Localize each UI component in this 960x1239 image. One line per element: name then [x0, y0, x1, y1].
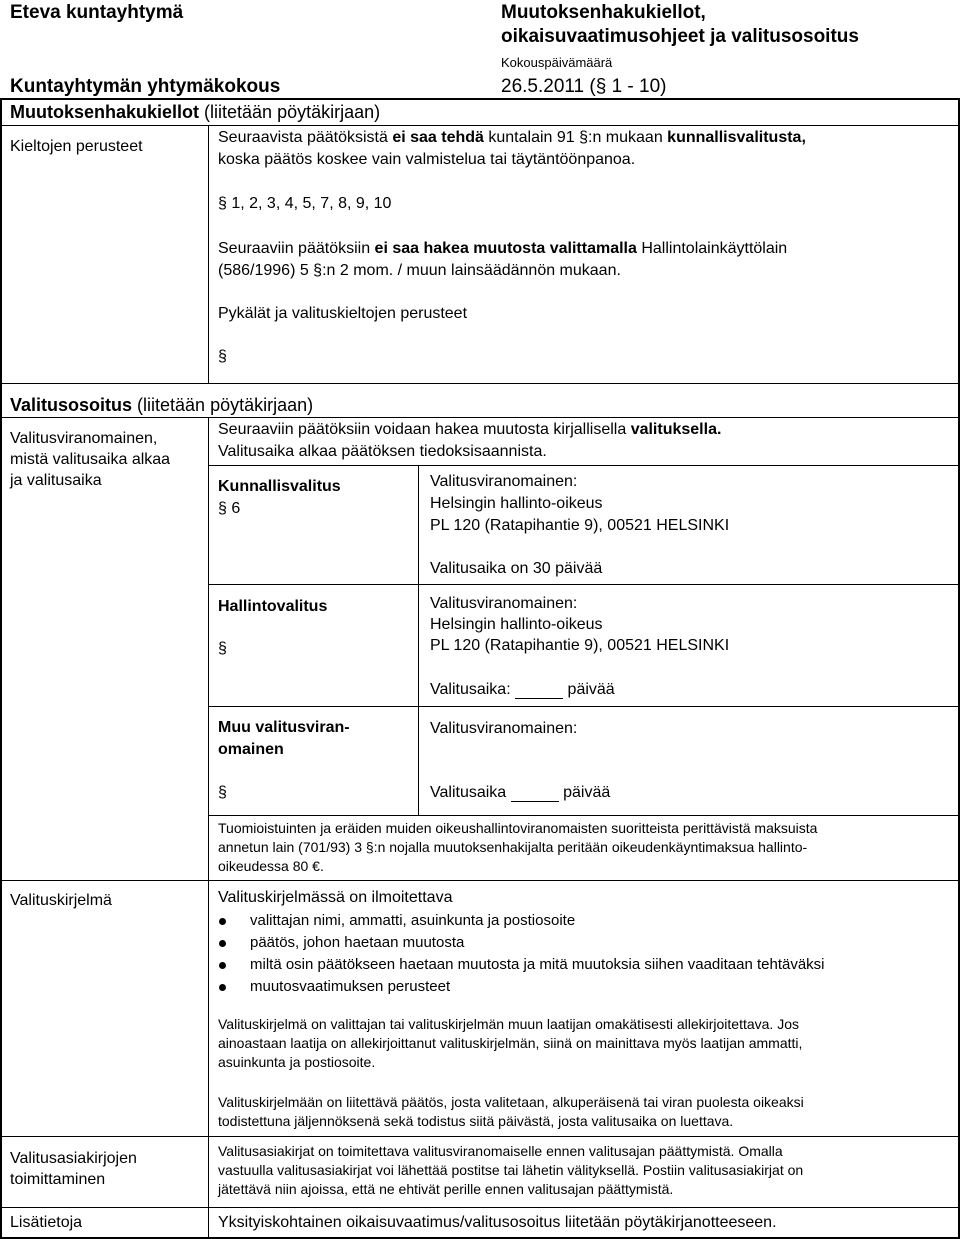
- complaint-heading: Valituskirjelmässä on ilmoitettava: [218, 889, 453, 906]
- appeal-type-administrative: Hallintovalitus: [218, 598, 328, 615]
- meeting-body: Kuntayhtymän yhtymäkokous: [10, 76, 281, 97]
- authority-label: Valitusviranomainen:: [430, 720, 578, 737]
- left-border: [0, 98, 2, 1239]
- table-divider: [208, 584, 960, 585]
- restrictions-p1-line2: koska päätös koskee vain valmistelua tai täytäntöönpanoa.: [218, 151, 636, 168]
- header-divider: [0, 98, 960, 100]
- complaint-p2-line2: todistettuna jäljennöksenä sekä todistus siitä päivästä, josta valitusaika on luettava.: [218, 1113, 734, 1129]
- bullet-icon: [219, 962, 226, 969]
- restrictions-p3: Pykälät ja valituskieltojen perusteet: [218, 305, 468, 322]
- authority-label: Valitusviranomainen:: [430, 473, 578, 490]
- appeal-type-municipal-para: § 6: [218, 500, 241, 517]
- fee-text-line2: annetun lain (701/93) 3 §:n nojalla muutoksenhakijalta peritään oikeudenkäyntimaksua hallinto-: [218, 839, 808, 855]
- authority-address: PL 120 (Ratapihantie 9), 00521 HELSINKI: [430, 517, 730, 534]
- fee-text-line1: Tuomioistuinten ja eräiden muiden oikeushallintoviranomaisten suoritteista perittävistä maksuista: [218, 820, 818, 836]
- section-divider: [0, 880, 960, 881]
- table-column-divider: [418, 465, 419, 815]
- appeal-type-administrative-para: §: [218, 640, 227, 657]
- table-divider: [208, 815, 960, 816]
- table-divider: [208, 706, 960, 707]
- complaint-bullet: miltä osin päätökseen haetaan muutosta ja mitä muutoksia siihen vaaditaan tehtäväksi: [250, 956, 825, 973]
- section-divider: [0, 417, 960, 418]
- complaint-bullet: päätös, johon haetaan muutosta: [250, 934, 465, 951]
- authority-address: PL 120 (Ratapihantie 9), 00521 HELSINKI: [430, 637, 730, 654]
- section-divider: [0, 383, 960, 384]
- delivery-text-line1: Valitusasiakirjat on toimitettava valitusviranomaiselle ennen valitusajan päättymistä. Omalla: [218, 1143, 783, 1159]
- section-divider: [0, 1136, 960, 1137]
- delivery-text-line3: jätettävä niin ajoissa, että ne ehtivät perille ennen valitusajan päättymistä.: [218, 1181, 674, 1197]
- complaint-label: Valituskirjelmä: [10, 892, 112, 909]
- section-divider: [0, 125, 960, 126]
- appeal-intro: Seuraaviin päätöksiin voidaan hakea muutosta kirjallisella valituksella.: [218, 421, 722, 438]
- appeal-period: Valitusaika: päivää: [430, 681, 615, 698]
- appeal-intro-line2: Valitusaika alkaa päätöksen tiedoksisaannista.: [218, 443, 547, 460]
- authority-label: Valitusviranomainen:: [430, 595, 578, 612]
- complaint-p1-line2: ainoastaan laatija on allekirjoittanut valituskirjelmän, siinä on mainittava myös laatijan ammatti,: [218, 1035, 803, 1051]
- appeal-period: Valitusaika on 30 päivää: [430, 560, 603, 577]
- complaint-p1-line3: asuinkunta ja postiosoite.: [218, 1054, 376, 1070]
- more-info-text: Yksityiskohtainen oikaisuvaatimus/valitusosoitus liitetään pöytäkirjanotteeseen.: [218, 1214, 777, 1231]
- delivery-text-line2: vastuulla valitusasiakirjat voi lähettää postitse tai lähetin välityksellä. Postiin valitusasiakirjat on: [218, 1162, 804, 1178]
- date-label: Kokouspäivämäärä: [501, 55, 613, 70]
- bullet-icon: [219, 984, 226, 991]
- org-name: Eteva kuntayhtymä: [10, 2, 184, 23]
- appeal-type-other-line1: Muu valitusviran-: [218, 719, 350, 736]
- bullet-icon: [219, 940, 226, 947]
- appeal-label-line3: ja valitusaika: [10, 472, 102, 489]
- complaint-p1-line1: Valituskirjelmä on valittajan tai valituskirjelmän muun laatijan omakätisesti allekirjoitettava. Jos: [218, 1016, 799, 1032]
- complaint-bullet: valittajan nimi, ammatti, asuinkunta ja postiosoite: [250, 912, 576, 929]
- bullet-icon: [219, 918, 226, 925]
- complaint-bullet: muutosvaatimuksen perusteet: [250, 978, 451, 995]
- appeal-label-line1: Valitusviranomainen,: [10, 430, 158, 447]
- authority-name: Helsingin hallinto-oikeus: [430, 495, 603, 512]
- restrictions-p2: Seuraaviin päätöksiin ei saa hakea muutosta valittamalla Hallintolainkäyttölain: [218, 240, 788, 257]
- section-divider: [0, 1207, 960, 1208]
- complaint-p2-line1: Valituskirjelmään on liitettävä päätös, josta valitetaan, alkuperäisenä tai viran puolesta oikeaksi: [218, 1094, 804, 1110]
- appeal-type-other-para: §: [218, 784, 227, 801]
- column-divider: [208, 125, 209, 383]
- section-title-restrictions: Muutoksenhakukiellot (liitetään pöytäkirjaan): [10, 102, 381, 122]
- appeal-type-other-line2: omainen: [218, 741, 284, 758]
- restrictions-label: Kieltojen perusteet: [10, 138, 143, 155]
- appeal-period: Valitusaika päivää: [430, 784, 611, 801]
- appeal-type-municipal: Kunnallisvalitus: [218, 478, 341, 495]
- delivery-label-line2: toimittaminen: [10, 1171, 106, 1188]
- more-info-label: Lisätietoja: [10, 1214, 83, 1231]
- column-divider: [208, 417, 209, 1237]
- restrictions-p3-para: §: [218, 348, 227, 365]
- doc-title-line1: Muutoksenhakukiellot,: [501, 2, 706, 23]
- fee-text-line3: oikeudessa 80 €.: [218, 858, 324, 874]
- restricted-sections-list: § 1, 2, 3, 4, 5, 7, 8, 9, 10: [218, 195, 392, 212]
- section-title-appeal: Valitusosoitus (liitetään pöytäkirjaan): [10, 395, 314, 415]
- doc-title-line2: oikaisuvaatimusohjeet ja valitusosoitus: [501, 26, 859, 47]
- restrictions-p1: Seuraavista päätöksistä ei saa tehdä kuntalain 91 §:n mukaan kunnallisvalitusta,: [218, 129, 806, 146]
- delivery-label-line1: Valitusasiakirjojen: [10, 1150, 137, 1167]
- meeting-date: 26.5.2011 (§ 1 - 10): [501, 76, 667, 97]
- table-divider: [208, 465, 960, 466]
- restrictions-p2-line2: (586/1996) 5 §:n 2 mom. / muun lainsäädännön mukaan.: [218, 262, 621, 279]
- authority-name: Helsingin hallinto-oikeus: [430, 616, 603, 633]
- appeal-label-line2: mistä valitusaika alkaa: [10, 451, 171, 468]
